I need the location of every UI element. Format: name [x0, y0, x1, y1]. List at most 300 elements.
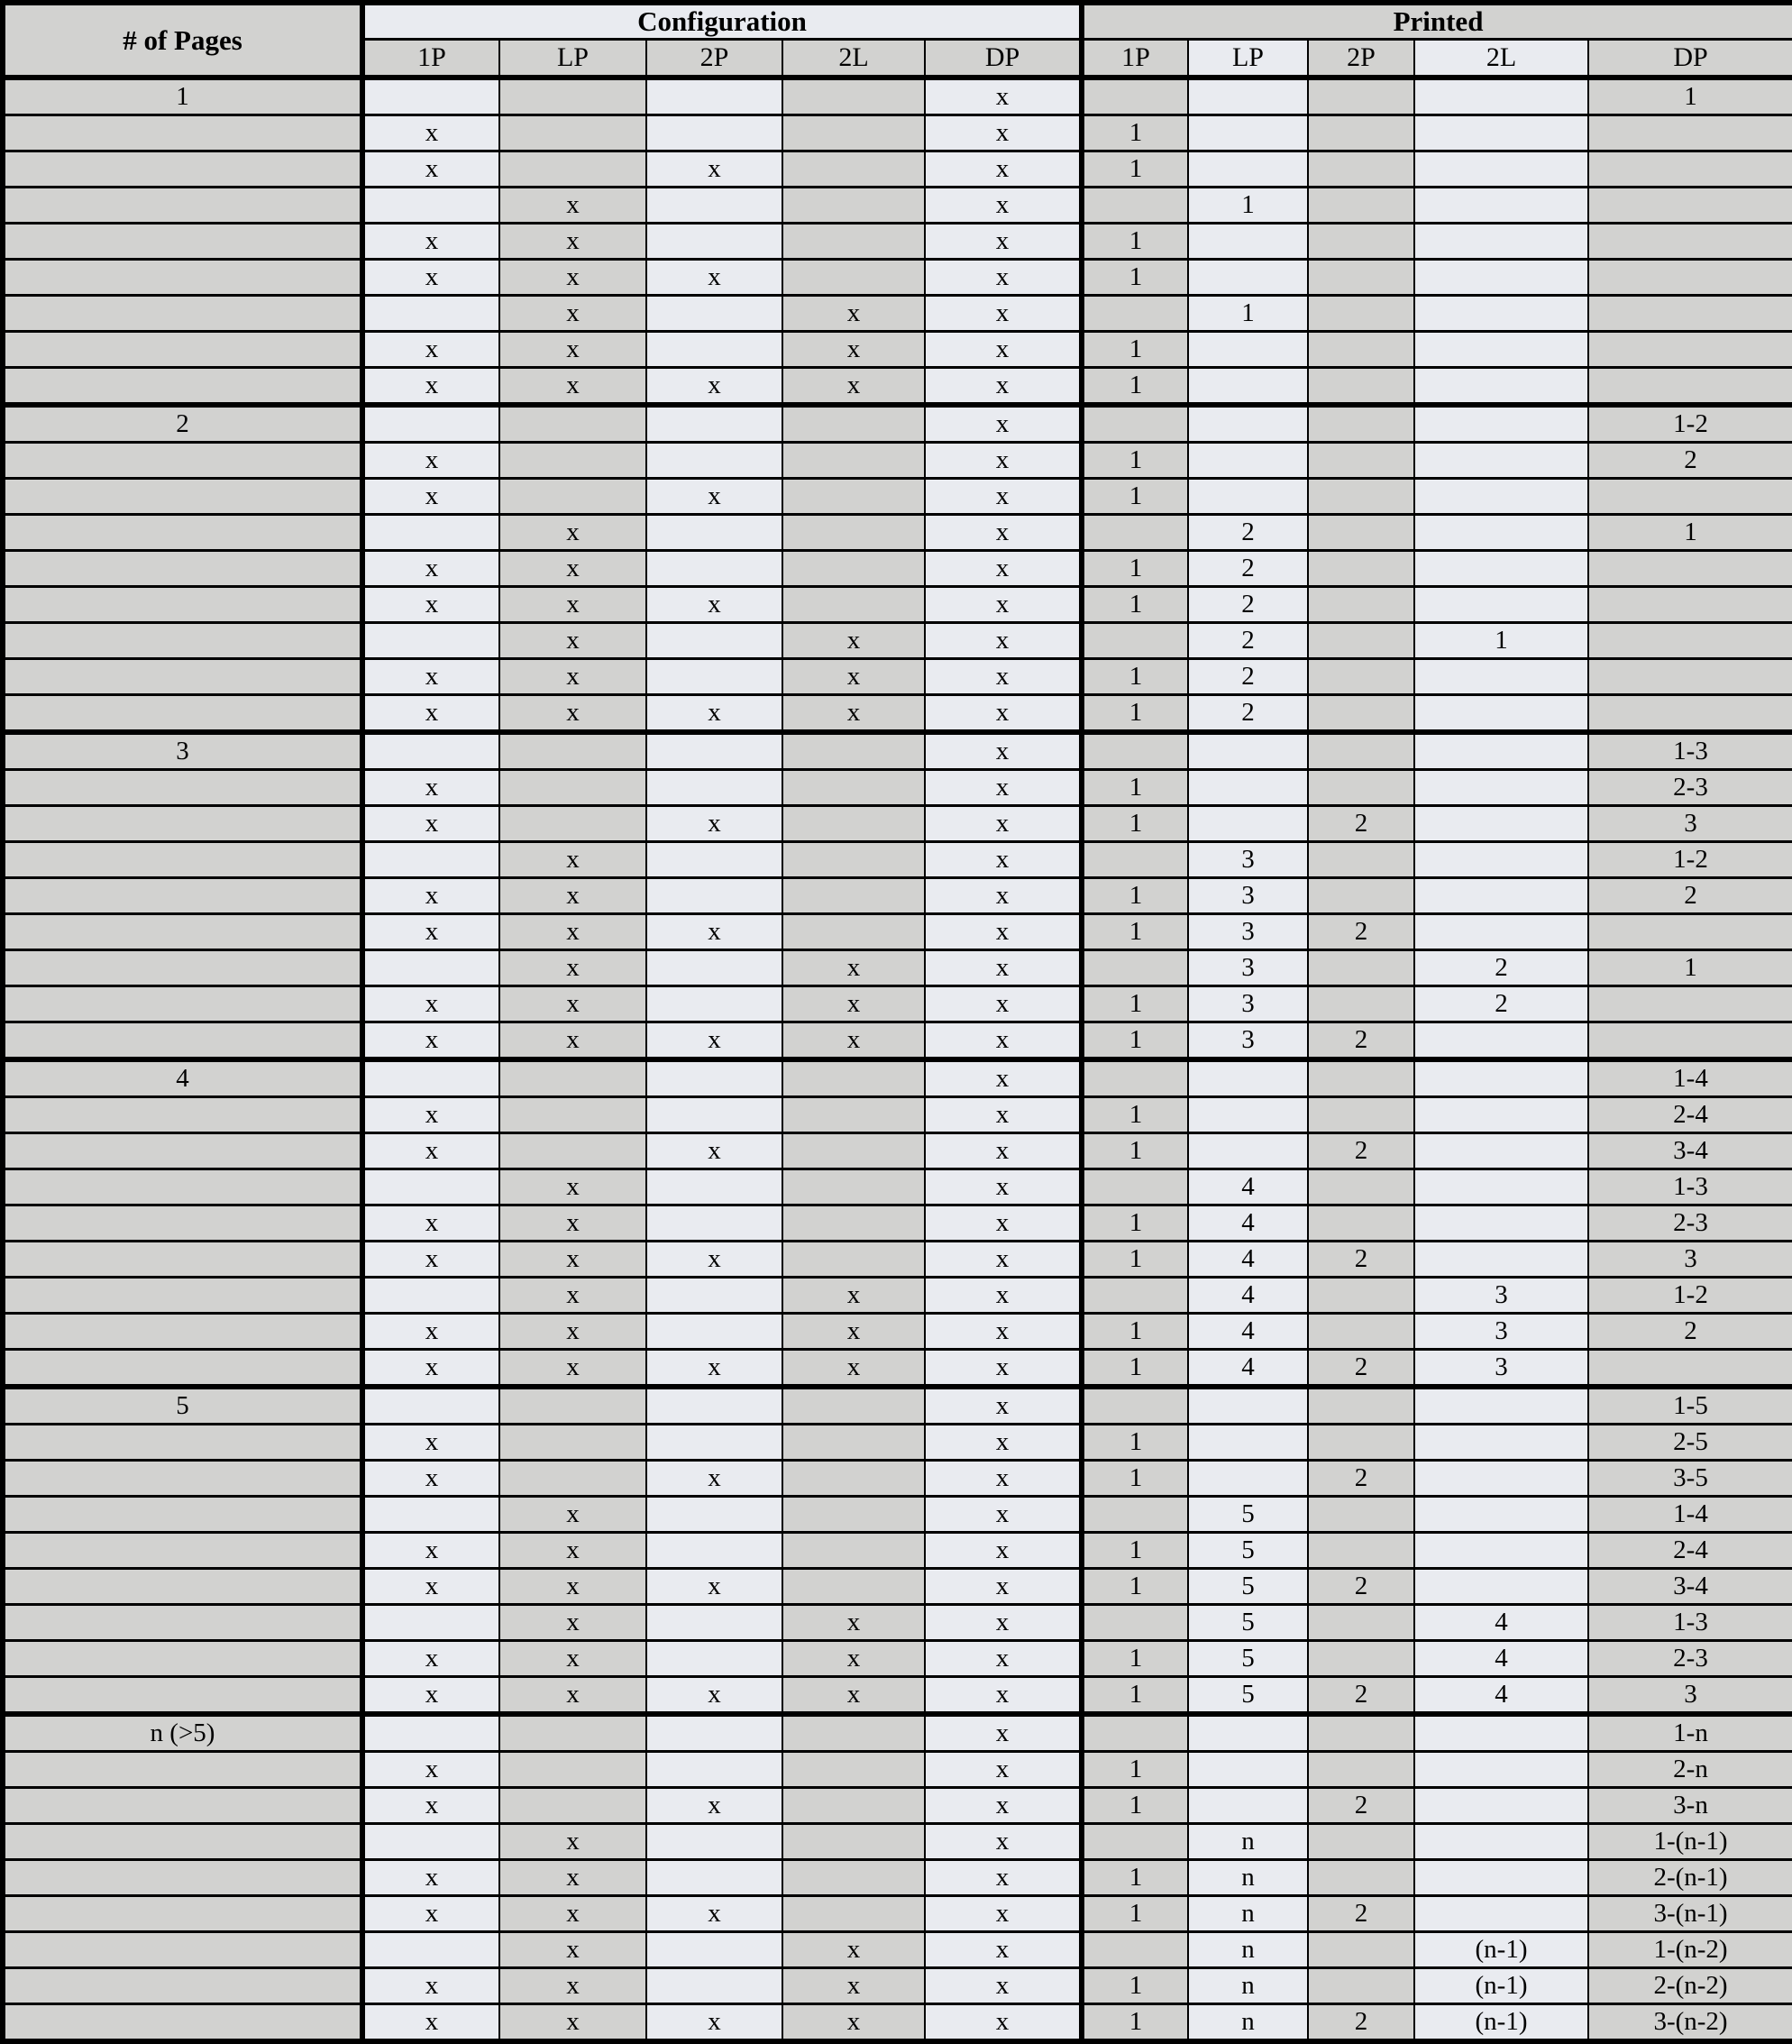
table-row — [3, 770, 1792, 806]
printed-dp-cell — [1588, 587, 1792, 623]
printed-1p-cell: 1 — [1082, 914, 1188, 950]
printed-2p-cell: 2 — [1308, 1022, 1414, 1060]
printed-1p-cell: 1 — [1082, 1097, 1188, 1133]
config-2l-cell — [782, 224, 925, 260]
pages-empty-cell — [3, 1968, 362, 2004]
config-lp-cell — [499, 770, 646, 806]
config-1p-cell: x — [362, 332, 499, 368]
config-2l-cell: x — [782, 986, 925, 1022]
pages-empty-cell — [3, 1169, 362, 1205]
config-dp-cell: x — [925, 1605, 1082, 1641]
printed-1p-cell — [1082, 1824, 1188, 1860]
pages-empty-cell — [3, 1278, 362, 1314]
printed-2l-cell — [1414, 914, 1588, 950]
pages-empty-cell — [3, 296, 362, 332]
config-2l-cell — [782, 78, 925, 115]
printed-2p-cell — [1308, 842, 1414, 878]
printed-lp-cell — [1188, 1714, 1308, 1752]
pages-empty-cell — [3, 587, 362, 623]
config-1p-cell: x — [362, 1968, 499, 2004]
config-1p-cell: x — [362, 443, 499, 479]
table-row — [3, 1350, 1792, 1388]
config-1p-cell: x — [362, 368, 499, 406]
config-dp-cell: x — [925, 623, 1082, 659]
config-1p-cell: x — [362, 1788, 499, 1824]
config-2l-cell — [782, 1824, 925, 1860]
pages-empty-cell — [3, 1641, 362, 1677]
config-2l-cell: x — [782, 1350, 925, 1388]
table-row — [3, 1242, 1792, 1278]
printed-2l-cell — [1414, 1788, 1588, 1824]
printed-2p-cell — [1308, 405, 1414, 443]
config-2l-cell: x — [782, 1641, 925, 1677]
config-2l-cell — [782, 1497, 925, 1533]
config-dp-cell: x — [925, 1278, 1082, 1314]
printed-2l-cell — [1414, 842, 1588, 878]
config-2l-cell — [782, 1169, 925, 1205]
config-1p-cell: x — [362, 1752, 499, 1788]
table-row — [3, 479, 1792, 515]
config-1p-cell: x — [362, 1205, 499, 1242]
config-subheader-dp: DP — [925, 40, 1082, 78]
config-lp-cell: x — [499, 986, 646, 1022]
table-row — [3, 1860, 1792, 1896]
table-row — [3, 405, 1792, 443]
config-lp-cell: x — [499, 695, 646, 733]
config-2p-cell — [646, 1752, 782, 1788]
config-2l-cell — [782, 479, 925, 515]
config-lp-cell: x — [499, 1533, 646, 1569]
table-row — [3, 1968, 1792, 2004]
config-2p-cell: x — [646, 2004, 782, 2042]
table-row — [3, 1497, 1792, 1533]
pages-empty-cell — [3, 950, 362, 986]
printed-dp-cell: 2 — [1588, 1314, 1792, 1350]
config-dp-cell: x — [925, 479, 1082, 515]
config-1p-cell: x — [362, 151, 499, 188]
printed-1p-cell: 1 — [1082, 695, 1188, 733]
config-dp-cell: x — [925, 1461, 1082, 1497]
table-row — [3, 806, 1792, 842]
printed-2p-cell — [1308, 1059, 1414, 1097]
printed-2p-cell: 2 — [1308, 1461, 1414, 1497]
pages-empty-cell — [3, 878, 362, 914]
printed-subheader-dp: DP — [1588, 40, 1792, 78]
printed-lp-cell: 3 — [1188, 950, 1308, 986]
table-row — [3, 115, 1792, 151]
table-row — [3, 587, 1792, 623]
printed-2l-cell: (n-1) — [1414, 1932, 1588, 1968]
config-dp-cell: x — [925, 986, 1082, 1022]
printed-dp-cell — [1588, 551, 1792, 587]
printed-2l-cell — [1414, 1752, 1588, 1788]
printed-2l-cell — [1414, 695, 1588, 733]
printed-lp-cell — [1188, 1461, 1308, 1497]
config-2p-cell — [646, 950, 782, 986]
printed-2l-cell: 4 — [1414, 1641, 1588, 1677]
config-2l-cell — [782, 551, 925, 587]
printed-dp-cell: 3-n — [1588, 1788, 1792, 1824]
config-2l-cell — [782, 1097, 925, 1133]
config-lp-cell: x — [499, 950, 646, 986]
config-dp-cell: x — [925, 115, 1082, 151]
table-row — [3, 950, 1792, 986]
printed-1p-cell: 1 — [1082, 806, 1188, 842]
printed-subheader-lp: LP — [1188, 40, 1308, 78]
config-lp-cell — [499, 1425, 646, 1461]
pages-group-label: 1 — [3, 78, 362, 115]
table-row — [3, 78, 1792, 115]
printed-2l-cell — [1414, 551, 1588, 587]
printed-dp-cell — [1588, 368, 1792, 406]
printed-2l-cell — [1414, 770, 1588, 806]
config-2l-cell — [782, 188, 925, 224]
printed-lp-cell: 4 — [1188, 1205, 1308, 1242]
config-2p-cell: x — [646, 479, 782, 515]
printed-2l-cell — [1414, 1022, 1588, 1060]
table-row — [3, 2004, 1792, 2042]
printed-2l-cell: 1 — [1414, 623, 1588, 659]
printed-dp-cell — [1588, 479, 1792, 515]
config-2p-cell — [646, 115, 782, 151]
config-dp-cell: x — [925, 1314, 1082, 1350]
printed-dp-cell: 3-5 — [1588, 1461, 1792, 1497]
config-lp-cell: x — [499, 368, 646, 406]
pages-empty-cell — [3, 1425, 362, 1461]
pages-empty-cell — [3, 986, 362, 1022]
config-1p-cell: x — [362, 1641, 499, 1677]
table-row — [3, 151, 1792, 188]
printed-dp-cell: 3-4 — [1588, 1133, 1792, 1169]
printed-2l-cell — [1414, 296, 1588, 332]
printed-dp-cell — [1588, 695, 1792, 733]
printed-2l-cell — [1414, 515, 1588, 551]
printed-2p-cell — [1308, 479, 1414, 515]
printed-lp-cell — [1188, 151, 1308, 188]
printed-2p-cell — [1308, 1605, 1414, 1641]
printed-dp-cell — [1588, 296, 1792, 332]
table-row — [3, 1387, 1792, 1425]
config-1p-cell — [362, 623, 499, 659]
config-dp-cell: x — [925, 1205, 1082, 1242]
config-1p-cell: x — [362, 551, 499, 587]
table-row — [3, 695, 1792, 733]
table-row — [3, 1314, 1792, 1350]
config-2l-cell: x — [782, 332, 925, 368]
printed-2l-cell: 3 — [1414, 1278, 1588, 1314]
config-dp-cell: x — [925, 1242, 1082, 1278]
printed-2l-cell — [1414, 443, 1588, 479]
config-dp-cell: x — [925, 1059, 1082, 1097]
config-1p-cell — [362, 296, 499, 332]
printed-lp-cell: 3 — [1188, 914, 1308, 950]
config-2l-cell — [782, 1461, 925, 1497]
pages-empty-cell — [3, 695, 362, 733]
config-2p-cell — [646, 443, 782, 479]
pages-empty-cell — [3, 115, 362, 151]
config-lp-cell — [499, 1387, 646, 1425]
printed-2p-cell — [1308, 1932, 1414, 1968]
printed-lp-cell — [1188, 405, 1308, 443]
printed-subheader-1p: 1P — [1082, 40, 1188, 78]
config-1p-cell — [362, 1278, 499, 1314]
config-dp-cell: x — [925, 842, 1082, 878]
config-2p-cell — [646, 623, 782, 659]
config-2p-cell — [646, 1860, 782, 1896]
printed-lp-cell: 1 — [1188, 188, 1308, 224]
printed-1p-cell — [1082, 296, 1188, 332]
config-dp-cell: x — [925, 659, 1082, 695]
printed-1p-cell — [1082, 78, 1188, 115]
config-2p-cell — [646, 1169, 782, 1205]
printed-1p-cell: 1 — [1082, 1350, 1188, 1388]
config-1p-cell — [362, 1932, 499, 1968]
printed-2p-cell — [1308, 1169, 1414, 1205]
printed-1p-cell — [1082, 623, 1188, 659]
printed-dp-cell — [1588, 1022, 1792, 1060]
config-2l-cell — [782, 405, 925, 443]
printed-1p-cell — [1082, 515, 1188, 551]
printed-lp-cell: 2 — [1188, 515, 1308, 551]
config-1p-cell: x — [362, 224, 499, 260]
printed-2p-cell — [1308, 515, 1414, 551]
config-dp-cell: x — [925, 188, 1082, 224]
config-dp-cell: x — [925, 405, 1082, 443]
config-lp-cell — [499, 732, 646, 770]
config-lp-cell: x — [499, 332, 646, 368]
config-2l-cell — [782, 1860, 925, 1896]
printed-1p-cell — [1082, 1932, 1188, 1968]
table-row — [3, 1425, 1792, 1461]
config-2p-cell: x — [646, 1677, 782, 1715]
printed-2p-cell: 2 — [1308, 1788, 1414, 1824]
printed-1p-cell — [1082, 1497, 1188, 1533]
pages-empty-cell — [3, 914, 362, 950]
config-2l-cell — [782, 1896, 925, 1932]
pages-empty-cell — [3, 515, 362, 551]
printed-1p-cell: 1 — [1082, 587, 1188, 623]
table-row — [3, 1752, 1792, 1788]
printed-2p-cell — [1308, 151, 1414, 188]
config-1p-cell: x — [362, 1097, 499, 1133]
printed-2l-cell: 3 — [1414, 1350, 1588, 1388]
table-row — [3, 1533, 1792, 1569]
config-1p-cell: x — [362, 659, 499, 695]
config-lp-cell: x — [499, 587, 646, 623]
printed-lp-cell: 4 — [1188, 1314, 1308, 1350]
config-lp-cell: x — [499, 1968, 646, 2004]
config-lp-cell — [499, 1461, 646, 1497]
printed-dp-cell: 2-4 — [1588, 1097, 1792, 1133]
config-dp-cell: x — [925, 1497, 1082, 1533]
pages-empty-cell — [3, 1860, 362, 1896]
printed-2p-cell — [1308, 986, 1414, 1022]
printed-dp-cell — [1588, 115, 1792, 151]
printed-dp-cell: 2-(n-2) — [1588, 1968, 1792, 2004]
printed-2l-cell — [1414, 78, 1588, 115]
printed-1p-cell — [1082, 188, 1188, 224]
config-dp-cell: x — [925, 443, 1082, 479]
printed-2p-cell — [1308, 1497, 1414, 1533]
config-lp-cell: x — [499, 1169, 646, 1205]
config-dp-cell: x — [925, 1714, 1082, 1752]
printed-dp-cell — [1588, 1350, 1792, 1388]
config-2p-cell: x — [646, 1569, 782, 1605]
table-row — [3, 368, 1792, 406]
printed-1p-cell — [1082, 1605, 1188, 1641]
printed-2p-cell: 2 — [1308, 1350, 1414, 1388]
printed-lp-cell: 1 — [1188, 296, 1308, 332]
pages-empty-cell — [3, 224, 362, 260]
printed-dp-cell — [1588, 986, 1792, 1022]
printed-2l-cell — [1414, 1242, 1588, 1278]
printed-dp-cell: 1-4 — [1588, 1059, 1792, 1097]
table-row — [3, 332, 1792, 368]
config-2l-cell: x — [782, 695, 925, 733]
printed-1p-cell — [1082, 732, 1188, 770]
printed-dp-cell: 2 — [1588, 443, 1792, 479]
config-dp-cell: x — [925, 1022, 1082, 1060]
config-lp-cell: x — [499, 623, 646, 659]
config-2l-cell — [782, 914, 925, 950]
config-lp-cell: x — [499, 260, 646, 296]
printed-1p-cell: 1 — [1082, 115, 1188, 151]
printed-lp-cell — [1188, 368, 1308, 406]
table-row — [3, 878, 1792, 914]
config-2l-cell — [782, 770, 925, 806]
printed-1p-cell — [1082, 1169, 1188, 1205]
config-lp-cell — [499, 115, 646, 151]
table-row — [3, 659, 1792, 695]
table-row — [3, 1059, 1792, 1097]
config-dp-cell: x — [925, 732, 1082, 770]
printed-2p-cell — [1308, 188, 1414, 224]
pages-empty-cell — [3, 443, 362, 479]
config-lp-cell — [499, 1097, 646, 1133]
config-1p-cell — [362, 1824, 499, 1860]
config-2p-cell — [646, 405, 782, 443]
pages-empty-cell — [3, 1022, 362, 1060]
printed-lp-cell: 5 — [1188, 1497, 1308, 1533]
table-row — [3, 623, 1792, 659]
printed-1p-cell: 1 — [1082, 1133, 1188, 1169]
config-subheader-1p: 1P — [362, 40, 499, 78]
printed-lp-cell: 3 — [1188, 1022, 1308, 1060]
printed-2l-cell — [1414, 806, 1588, 842]
table-row — [3, 515, 1792, 551]
printed-2l-cell — [1414, 1097, 1588, 1133]
config-1p-cell: x — [362, 914, 499, 950]
printed-lp-cell: 4 — [1188, 1350, 1308, 1388]
config-dp-cell: x — [925, 1932, 1082, 1968]
printed-2l-cell — [1414, 1824, 1588, 1860]
printed-2p-cell: 2 — [1308, 806, 1414, 842]
printed-2p-cell — [1308, 1752, 1414, 1788]
config-1p-cell: x — [362, 806, 499, 842]
table-row — [3, 842, 1792, 878]
table-row — [3, 1569, 1792, 1605]
config-lp-cell — [499, 78, 646, 115]
printed-lp-cell — [1188, 1133, 1308, 1169]
config-1p-cell: x — [362, 115, 499, 151]
config-2p-cell: x — [646, 1896, 782, 1932]
config-2p-cell — [646, 1387, 782, 1425]
printed-1p-cell: 1 — [1082, 659, 1188, 695]
config-lp-cell: x — [499, 1932, 646, 1968]
printed-2p-cell: 2 — [1308, 1677, 1414, 1715]
pages-empty-cell — [3, 1788, 362, 1824]
config-lp-cell: x — [499, 1350, 646, 1388]
printed-dp-cell: 1-2 — [1588, 842, 1792, 878]
printed-2l-cell — [1414, 878, 1588, 914]
printed-dp-cell: 1-3 — [1588, 732, 1792, 770]
config-2l-cell — [782, 1714, 925, 1752]
printed-1p-cell — [1082, 842, 1188, 878]
config-lp-cell — [499, 1714, 646, 1752]
config-dp-cell: x — [925, 224, 1082, 260]
printed-dp-cell: 1-3 — [1588, 1605, 1792, 1641]
table-row — [3, 1824, 1792, 1860]
printed-1p-cell: 1 — [1082, 878, 1188, 914]
printed-2l-cell — [1414, 1896, 1588, 1932]
pages-empty-cell — [3, 1896, 362, 1932]
printed-2p-cell — [1308, 332, 1414, 368]
config-2p-cell — [646, 1932, 782, 1968]
config-dp-cell: x — [925, 1133, 1082, 1169]
config-2p-cell — [646, 770, 782, 806]
printed-2p-cell: 2 — [1308, 2004, 1414, 2042]
config-2p-cell — [646, 296, 782, 332]
printed-dp-cell: 1-(n-1) — [1588, 1824, 1792, 1860]
config-2l-cell — [782, 806, 925, 842]
printed-lp-cell — [1188, 732, 1308, 770]
printed-1p-cell: 1 — [1082, 1461, 1188, 1497]
table-row — [3, 986, 1792, 1022]
config-1p-cell: x — [362, 878, 499, 914]
printed-lp-cell — [1188, 1387, 1308, 1425]
pages-group-label: 3 — [3, 732, 362, 770]
printed-dp-cell — [1588, 623, 1792, 659]
printed-lp-cell: 2 — [1188, 587, 1308, 623]
table-row — [3, 1714, 1792, 1752]
config-2l-cell — [782, 1788, 925, 1824]
config-1p-cell: x — [362, 695, 499, 733]
config-lp-cell — [499, 1059, 646, 1097]
config-lp-cell: x — [499, 1896, 646, 1932]
config-dp-cell: x — [925, 1824, 1082, 1860]
pages-empty-cell — [3, 1097, 362, 1133]
printed-1p-cell: 1 — [1082, 551, 1188, 587]
printed-2p-cell — [1308, 1278, 1414, 1314]
config-1p-cell: x — [362, 479, 499, 515]
printed-dp-cell: 3 — [1588, 1677, 1792, 1715]
printed-1p-cell: 1 — [1082, 1242, 1188, 1278]
config-2l-cell — [782, 1205, 925, 1242]
config-dp-cell: x — [925, 1569, 1082, 1605]
config-2l-cell — [782, 842, 925, 878]
printed-2l-cell: 3 — [1414, 1314, 1588, 1350]
config-2p-cell — [646, 878, 782, 914]
table-row — [3, 1788, 1792, 1824]
printed-2p-cell — [1308, 878, 1414, 914]
printed-2p-cell — [1308, 1425, 1414, 1461]
printed-2p-cell: 2 — [1308, 914, 1414, 950]
printed-lp-cell: 5 — [1188, 1569, 1308, 1605]
config-lp-cell: x — [499, 1242, 646, 1278]
config-lp-cell: x — [499, 1022, 646, 1060]
config-lp-cell: x — [499, 551, 646, 587]
config-2p-cell: x — [646, 1350, 782, 1388]
